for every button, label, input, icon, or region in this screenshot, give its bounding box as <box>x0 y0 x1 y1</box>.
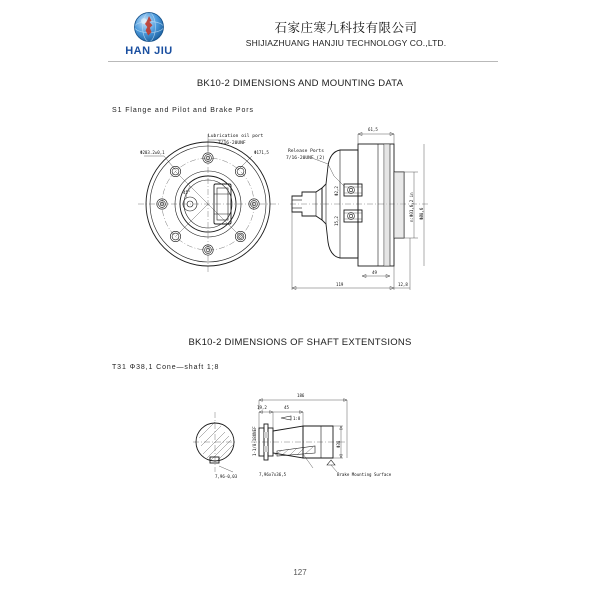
logo-wordmark: HAN JIU <box>125 45 173 57</box>
section-subtitle-2: T31 Φ38,1 Cone—shaft 1;8 <box>112 364 220 371</box>
globe-icon <box>132 10 166 44</box>
label-outer-dia: Φ203.2±0,1 <box>140 150 165 155</box>
label-release-thread: 7/16-20UNF (2) <box>286 156 325 161</box>
company-name-en: SHIJIAZHUANG HANJIU TECHNOLOGY CO.,LTD. <box>245 38 447 48</box>
label-key-detail: 7,96-0,03 <box>215 474 238 479</box>
section-title-2: BK10-2 DIMENSIONS OF SHAFT EXTENTSIONS <box>188 337 412 348</box>
dim-port-lower: 15,2 <box>334 216 339 226</box>
label-brake-surface: Brake Mounting Surface <box>337 472 392 477</box>
label-lube-port: Lubrication oil port <box>208 134 264 139</box>
page-header <box>0 0 600 62</box>
dim-port-upper: Φ2,2 <box>334 186 339 196</box>
label-bolt-circle: Φ171,5 <box>254 150 269 155</box>
shaft-extension-drawing <box>185 388 435 498</box>
shaft-end-view <box>193 412 238 479</box>
dim-45: 45 <box>284 405 289 410</box>
shaft-side-view <box>251 393 392 477</box>
mounting-data-drawing <box>130 122 450 302</box>
dim-bottom-128: 12,8 <box>398 282 408 287</box>
dim-right-inner: n:Φ01,6,2 in <box>409 192 414 222</box>
dim-bottom-49: 49 <box>372 270 377 275</box>
label-key: 7,96x7x36,5 <box>259 472 287 477</box>
company-name-cn: 石家庄寒九科技有限公司 <box>274 20 418 35</box>
section-subtitle-1: S1 Flange and Pilot and Brake Pors <box>112 107 254 114</box>
company-logo <box>112 10 186 57</box>
dim-right-outer: ΦØ8,6 <box>419 207 424 220</box>
page-number: 127 <box>293 568 307 577</box>
dim-186: 186 <box>297 393 305 398</box>
label-taper: 1:8 <box>293 416 301 421</box>
dim-top-615: 61,5 <box>368 127 378 132</box>
dim-shaft-dia: Φ38 <box>336 440 341 448</box>
label-lube-thread: 7/16-20UNF <box>218 141 246 146</box>
header-divider <box>108 61 498 62</box>
section-title-1: BK10-2 DIMENSIONS AND MOUNTING DATA <box>196 78 404 89</box>
label-angle: 45° <box>183 190 191 195</box>
side-view <box>286 127 430 290</box>
front-view <box>138 133 280 272</box>
dim-192: 19,2 <box>257 405 267 410</box>
dim-bottom-119: 119 <box>336 282 344 287</box>
label-release-ports: Release Ports <box>288 149 324 154</box>
label-thread: 1-1/8-18UNEF <box>252 426 257 456</box>
company-name-block <box>196 20 496 49</box>
